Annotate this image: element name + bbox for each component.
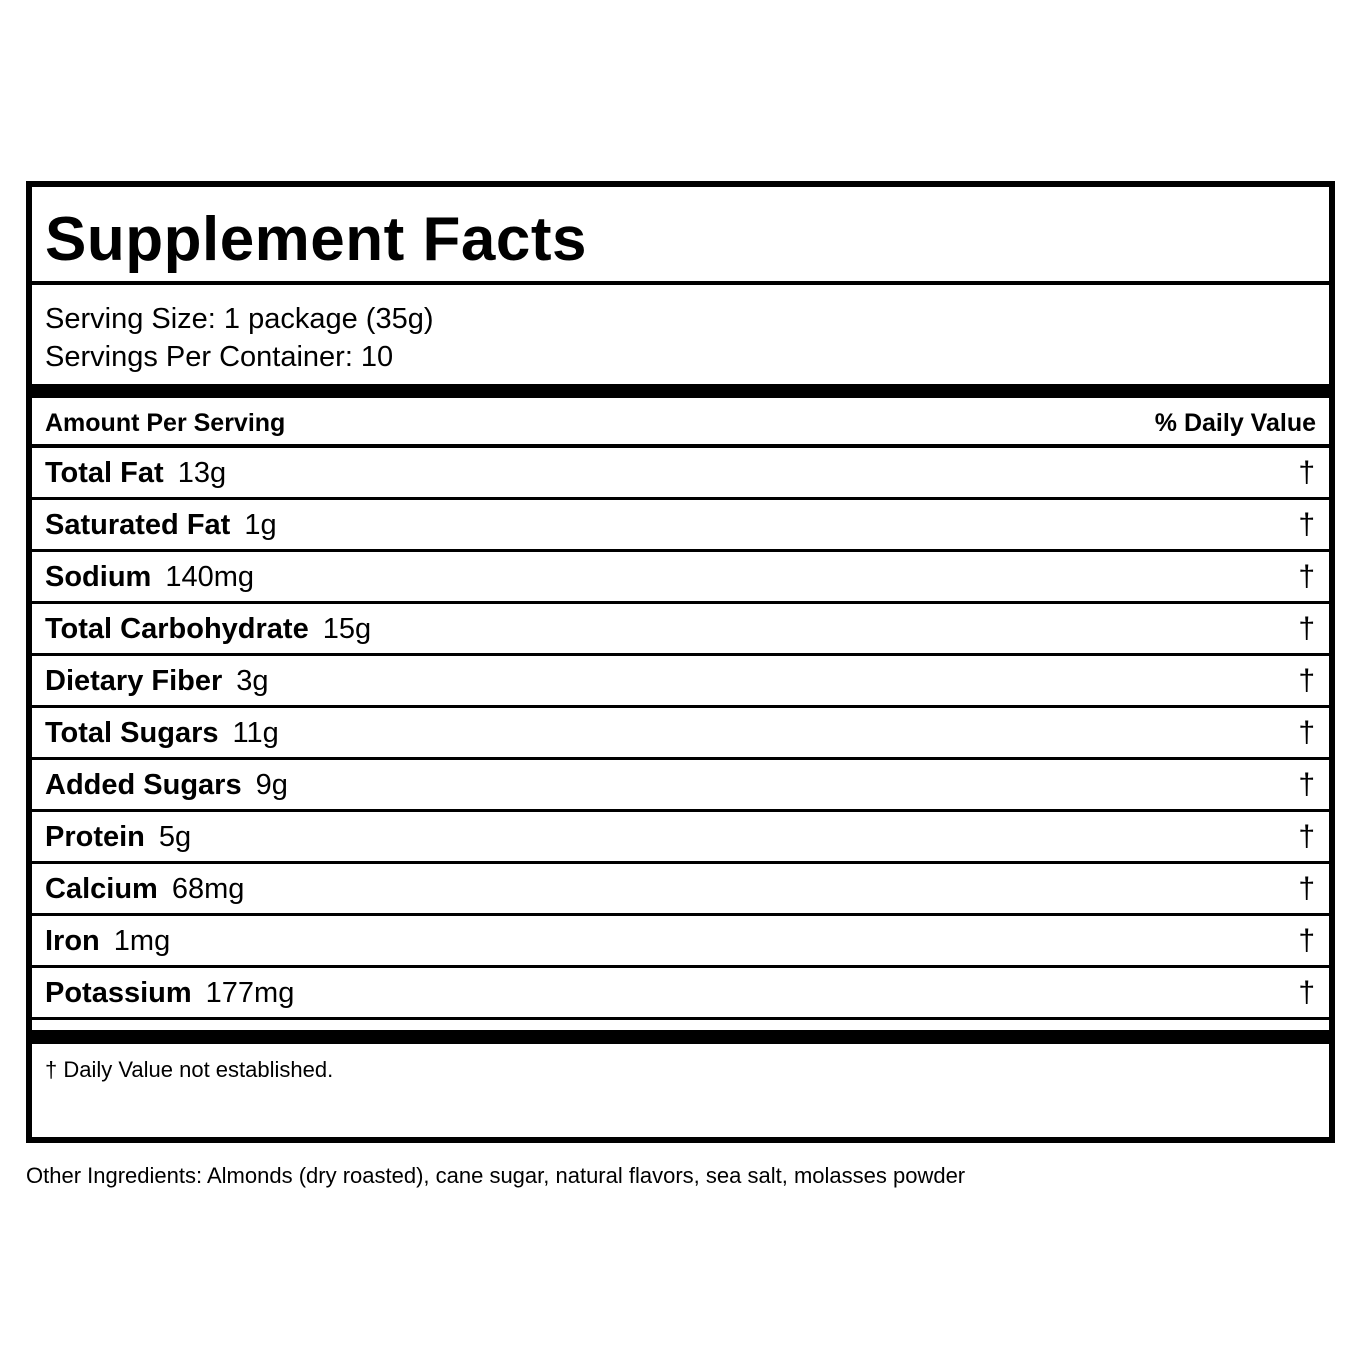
nutrient-name: Total Fat <box>45 457 164 489</box>
nutrient-name: Total Sugars <box>45 717 219 749</box>
table-row <box>32 552 1329 604</box>
nutrient-text <box>45 820 191 854</box>
nutrient-amount: 140mg <box>165 561 255 593</box>
nutrient-daily-value: † <box>1298 508 1315 541</box>
nutrient-text <box>45 664 269 698</box>
nutrient-amount: 13g <box>177 457 227 489</box>
nutrient-name: Dietary Fiber <box>45 665 223 697</box>
nutrient-amount: 1mg <box>113 925 171 957</box>
nutrient-amount: 177mg <box>205 977 295 1009</box>
thick-divider <box>32 384 1329 398</box>
nutrient-daily-value: † <box>1298 716 1315 749</box>
title-block <box>32 187 1329 285</box>
table-row <box>32 500 1329 552</box>
table-row <box>32 812 1329 864</box>
nutrient-amount: 5g <box>158 821 192 853</box>
serving-info <box>45 300 434 376</box>
nutrient-amount: 15g <box>322 613 372 645</box>
table-row <box>32 916 1329 968</box>
nutrient-text <box>45 560 254 594</box>
nutrient-amount: 1g <box>244 509 277 541</box>
nutrient-name: Total Carbohydrate <box>45 613 309 645</box>
nutrient-daily-value: † <box>1298 924 1315 957</box>
nutrient-name: Calcium <box>45 873 158 905</box>
table-row <box>32 604 1329 656</box>
nutrient-text <box>45 976 294 1010</box>
nutrient-text <box>45 456 226 490</box>
nutrient-text <box>45 768 288 802</box>
table-row <box>32 968 1329 1020</box>
nutrient-amount: 3g <box>236 665 269 697</box>
nutrient-name: Saturated Fat <box>45 509 231 541</box>
servings-per-container: Servings Per Container: 10 <box>45 341 394 373</box>
nutrient-daily-value: † <box>1298 612 1315 645</box>
thick-divider-bottom <box>32 1030 1329 1044</box>
daily-value-header: % Daily Value <box>1154 409 1316 437</box>
supplement-facts-panel <box>26 181 1335 1143</box>
amount-per-serving-header: Amount Per Serving <box>45 409 286 437</box>
nutrient-name: Protein <box>45 821 145 853</box>
table-row <box>32 708 1329 760</box>
nutrient-text <box>45 924 170 958</box>
table-row <box>32 656 1329 708</box>
nutrient-text <box>45 716 279 750</box>
nutrient-text <box>45 508 277 542</box>
table-header <box>32 398 1329 448</box>
nutrient-name: Sodium <box>45 561 152 593</box>
nutrient-text <box>45 612 371 646</box>
panel-title: Supplement Facts <box>45 205 587 274</box>
nutrient-daily-value: † <box>1298 768 1315 801</box>
nutrient-amount: 9g <box>255 769 288 801</box>
nutrient-name: Iron <box>45 925 100 957</box>
nutrient-amount: 68mg <box>171 873 245 905</box>
nutrient-text <box>45 872 244 906</box>
nutrient-daily-value: † <box>1298 872 1315 905</box>
nutrient-table <box>32 448 1329 1020</box>
serving-size: Serving Size: 1 package (35g) <box>45 303 434 335</box>
nutrient-daily-value: † <box>1298 976 1315 1009</box>
nutrient-daily-value: † <box>1298 456 1315 489</box>
footnote: † Daily Value not established. <box>45 1057 334 1082</box>
other-ingredients: Other Ingredients: Almonds (dry roasted), cane sugar, natural flavors, sea salt, molasses powder <box>26 1163 966 1188</box>
nutrient-daily-value: † <box>1298 664 1315 697</box>
table-row <box>32 448 1329 500</box>
nutrient-name: Potassium <box>45 977 192 1009</box>
nutrient-daily-value: † <box>1298 560 1315 593</box>
table-row <box>32 864 1329 916</box>
nutrient-daily-value: † <box>1298 820 1315 853</box>
nutrient-amount: 11g <box>232 717 279 749</box>
nutrient-name: Added Sugars <box>45 769 242 801</box>
table-row <box>32 760 1329 812</box>
